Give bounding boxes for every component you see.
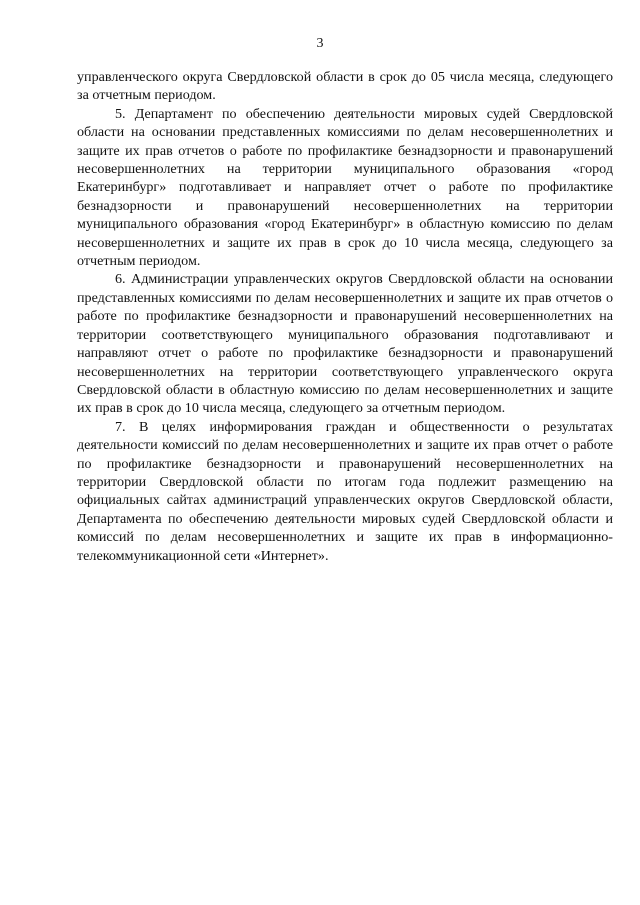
paragraph-item-7: 7. В целях информирования граждан и общественности о результатах деятельности комиссий по делам несовершеннолетних и защите их прав отчет о работе по профилактике безнадзорности и правонарушений несовершеннолетних на территории Свердловской области по итогам года подлежит размещению на официальных сайтах администраций управленческих округов Свердловской области, Департамента по обеспечению деятельности мировых судей Свердловской области и комиссий по делам несовершеннолетних и защите их прав в информационно-телекоммуникационной сети «Интернет». [77, 418, 613, 564]
paragraph-item-5: 5. Департамент по обеспечению деятельности мировых судей Свердловской области на основании представленных комиссиями по делам несовершеннолетних и защите их прав отчетов о работе по профилактике безнадзорности и правонарушений несовершеннолетних на территории муниципального образования «город Екатеринбург» подготавливает и направляет отчет о работе по профилактике безнадзорности и правонарушений несовершеннолетних на территории муниципального образования «город Екатеринбург» в областную комиссию по делам несовершеннолетних и защите их прав в срок до 10 числа месяца, следующего за отчетным периодом. [77, 105, 613, 270]
page-number: 3 [316, 36, 324, 51]
paragraph-continuation: управленческого округа Свердловской области в срок до 05 числа месяца, следующего за отчетным периодом. [77, 69, 613, 104]
paragraph-item-6: 6. Администрации управленческих округов Свердловской области на основании представленных комиссиями по делам несовершеннолетних и защите их прав отчетов о работе по профилактике безнадзорности и правонарушений несовершеннолетних на территории соответствующего муниципального образования подготавливают и направляют отчет о работе по профилактике безнадзорности и правонарушений несовершеннолетних на территории соответствующего управленческого округа Свердловской области в областную комиссию по делам несовершеннолетних и защите их прав в срок до 10 числа месяца, следующего за отчетным периодом. [77, 271, 613, 417]
document-body [77, 68, 613, 565]
